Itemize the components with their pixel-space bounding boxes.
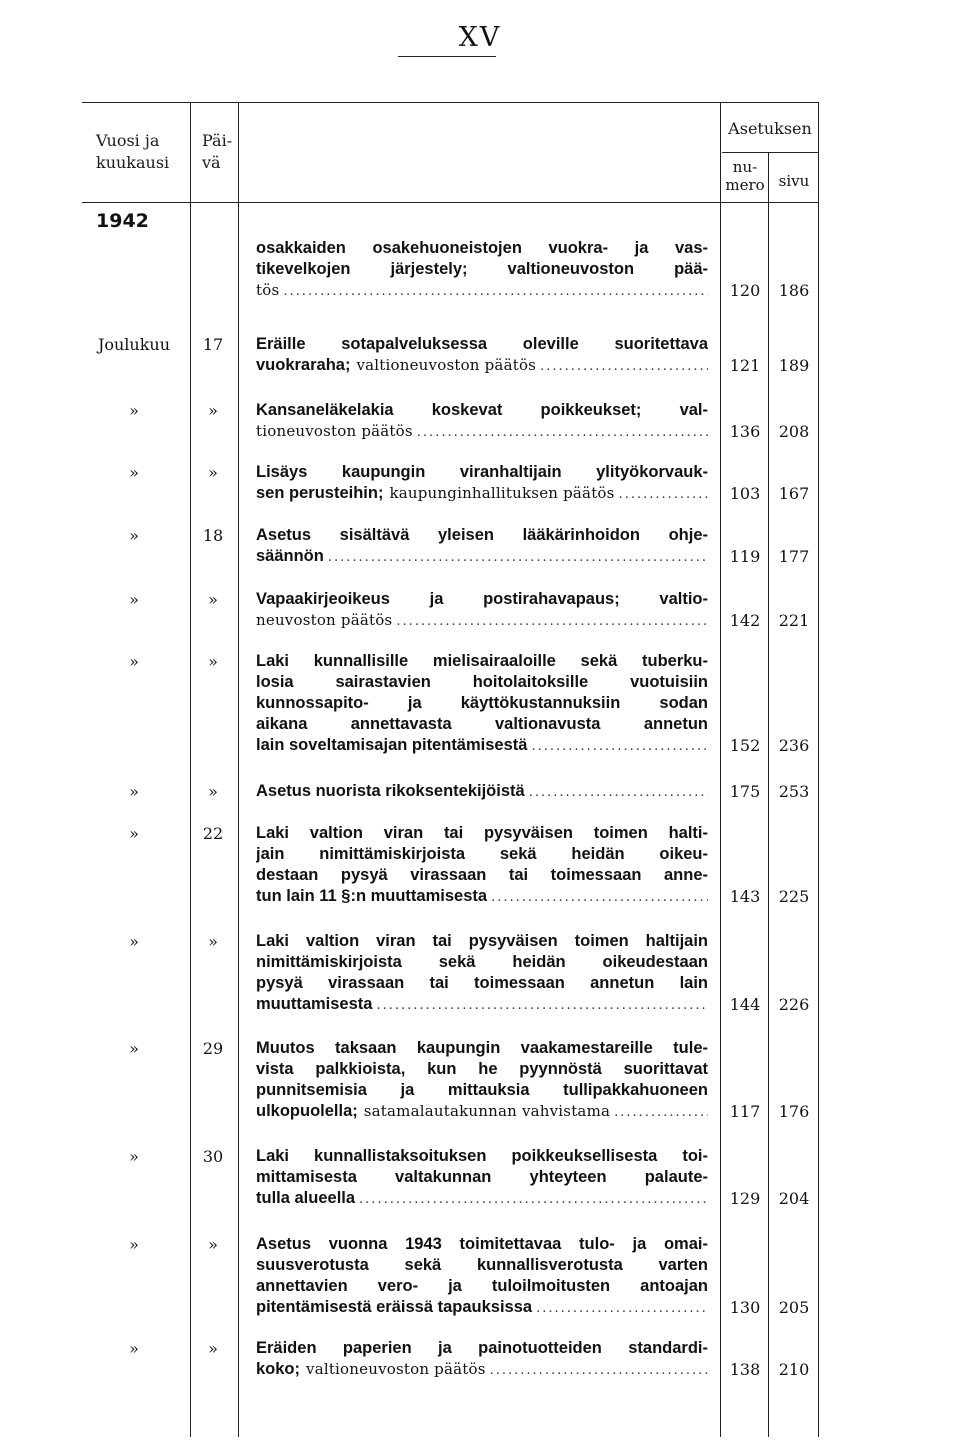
month-ditto-mark: » — [129, 1339, 139, 1358]
entry-title-last-line — [256, 735, 708, 756]
entry-title-line: suusverotusta sekä kunnallisverotusta varten — [256, 1256, 708, 1274]
entry-title-line: Laki valtion viran tai pysyväisen toimen halti- — [256, 824, 708, 842]
entry-sivu: 176 — [778, 1102, 810, 1121]
entry-title — [256, 1338, 708, 1380]
entry-title-normal-part: neuvoston päätös — [256, 611, 393, 629]
header-day-label-1: Päi- — [202, 131, 233, 150]
entry-sivu: 208 — [778, 422, 810, 441]
day-ditto-mark: » — [208, 463, 218, 482]
header-numero — [722, 158, 768, 194]
col-divider-title — [720, 102, 721, 1437]
entry-title-last-line — [256, 483, 708, 504]
entry-title-line: osakkaiden osakehuoneistojen vuokra- ja vas- — [256, 239, 708, 257]
entry-sivu: 253 — [778, 782, 810, 801]
entry-day: 30 — [202, 1147, 224, 1166]
entry-title-bold-part: tulla alueella — [256, 1189, 356, 1207]
entry-title — [256, 462, 708, 504]
day-ditto-mark: » — [208, 652, 218, 671]
entry-day: 17 — [202, 335, 224, 354]
entry-numero: 121 — [729, 356, 761, 375]
header-day-column — [202, 130, 236, 174]
entry-title-normal-part: tioneuvoston päätös — [256, 422, 413, 440]
entry-title-last-line — [256, 1359, 708, 1380]
page-number: XV — [458, 22, 502, 53]
entry-title-line: losia sairastavien hoitolaitoksille vuotuisiin — [256, 673, 708, 691]
leader-dots — [328, 547, 708, 568]
entry-numero: 144 — [729, 995, 761, 1014]
entry-title-bold-part: vuokraraha; — [256, 356, 351, 374]
entry-numero: 130 — [729, 1298, 761, 1317]
month-ditto-mark: » — [129, 782, 139, 801]
header-numero-label-1: nu- — [732, 158, 758, 176]
entry-sivu: 236 — [778, 736, 810, 755]
entry-numero: 152 — [729, 736, 761, 755]
day-ditto-mark: » — [208, 590, 218, 609]
entry-numero: 119 — [729, 547, 761, 566]
entry-title — [256, 525, 708, 567]
col-divider-day — [238, 102, 239, 1437]
entry-title — [256, 781, 708, 802]
entry-title — [256, 651, 708, 756]
entry-title-bold-part: Asetus nuorista rikoksentekijöistä — [256, 782, 525, 800]
day-ditto-mark: » — [208, 782, 218, 801]
entry-sivu: 210 — [778, 1360, 810, 1379]
entry-numero: 136 — [729, 422, 761, 441]
leader-dots — [417, 422, 708, 443]
day-ditto-mark: » — [208, 1235, 218, 1254]
entry-sivu: 204 — [778, 1189, 810, 1208]
entry-title-normal-part: tös — [256, 281, 280, 299]
day-ditto-mark: » — [208, 932, 218, 951]
entry-title — [256, 823, 708, 907]
header-date-label-2: kuukausi — [96, 153, 170, 172]
entry-sivu: 186 — [778, 281, 810, 300]
entry-title — [256, 589, 708, 631]
month-ditto-mark: » — [129, 590, 139, 609]
month-ditto-mark: » — [129, 526, 139, 545]
asetus-subheader-rule — [722, 152, 818, 153]
entry-numero: 138 — [729, 1360, 761, 1379]
entry-title-line: jain nimittämiskirjoista sekä heidän oikeu- — [256, 845, 708, 863]
entry-title — [256, 238, 708, 301]
entry-title-bold-part: tun lain 11 §:n muuttamisesta — [256, 887, 488, 905]
entry-title-last-line — [256, 1297, 708, 1318]
entry-title — [256, 931, 708, 1015]
entry-title-normal-part: valtioneuvoston päätös — [306, 1360, 486, 1378]
entry-title-line: pysyä virassaan tai toimessaan annetun lain — [256, 974, 708, 992]
header-numero-label-2: mero — [725, 176, 765, 194]
header-day-label-2: vä — [202, 153, 221, 172]
entry-sivu: 189 — [778, 356, 810, 375]
entry-month: Joulukuu — [97, 335, 171, 354]
leader-dots — [283, 281, 708, 302]
entry-numero: 142 — [729, 611, 761, 630]
entry-sivu: 167 — [778, 484, 810, 503]
col-divider-right — [818, 102, 819, 1437]
entry-title-line: mittamisesta valtakunnan yhteyteen palaute- — [256, 1168, 708, 1186]
entry-title-last-line — [256, 1188, 708, 1209]
entry-title-bold-part: säännön — [256, 547, 324, 565]
entry-title-last-line — [256, 610, 708, 631]
entry-title-normal-part: kaupunginhallituksen päätös — [389, 484, 615, 502]
day-ditto-mark: » — [208, 1339, 218, 1358]
month-ditto-mark: » — [129, 824, 139, 843]
entry-title-bold-part: lain soveltamisajan pitentämisestä — [256, 736, 528, 754]
entry-numero: 117 — [729, 1102, 761, 1121]
header-asetus: Asetuksen — [728, 119, 812, 138]
leader-dots — [376, 995, 708, 1016]
entry-title-line: Laki valtion viran tai pysyväisen toimen haltijain — [256, 932, 708, 950]
entry-title-line: Muutos taksaan kaupungin vaakamestareille tule- — [256, 1039, 708, 1057]
leader-dots — [359, 1189, 708, 1210]
entry-numero: 103 — [729, 484, 761, 503]
entry-title-line: Asetus sisältävä yleisen lääkärinhoidon ohje- — [256, 526, 708, 544]
entry-title — [256, 1234, 708, 1318]
header-bottom-rule — [82, 202, 818, 203]
entry-title-bold-part: ulkopuolella; — [256, 1102, 358, 1120]
month-ditto-mark: » — [129, 463, 139, 482]
entry-sivu: 226 — [778, 995, 810, 1014]
entry-numero: 143 — [729, 887, 761, 906]
entry-title-line: Eräiden paperien ja painotuotteiden standardi- — [256, 1339, 708, 1357]
entry-title-bold-part: pitentämisestä eräissä tapauksissa — [256, 1298, 533, 1316]
entry-title-line: aikana annettavasta valtionavusta annetun — [256, 715, 708, 733]
entry-title-line: kunnossapito- ja käyttökustannuksiin sodan — [256, 694, 708, 712]
entry-title — [256, 1038, 708, 1122]
leader-dots — [540, 356, 708, 377]
header-date-column — [96, 130, 186, 174]
leader-dots — [491, 887, 708, 908]
entry-title-last-line — [256, 546, 708, 567]
entry-title-last-line — [256, 886, 708, 907]
month-ditto-mark: » — [129, 401, 139, 420]
entry-title-normal-part: satamalautakunnan vahvistama — [363, 1102, 611, 1120]
entry-title-line: tikevelkojen järjestely; valtioneuvoston pää- — [256, 260, 708, 278]
entry-title-line: vista palkkioista, kun he pyynnöstä suorittavat — [256, 1060, 708, 1078]
leader-dots — [531, 736, 708, 757]
entry-title-last-line — [256, 1101, 708, 1122]
entry-sivu: 177 — [778, 547, 810, 566]
entry-title-line: Laki kunnallisille mielisairaaloille sekä tuberku- — [256, 652, 708, 670]
entry-title — [256, 1146, 708, 1209]
entry-day: 18 — [202, 526, 224, 545]
entry-title — [256, 334, 708, 376]
entry-title-line: Lisäys kaupungin viranhaltijain ylityökorvauk- — [256, 463, 708, 481]
entry-title — [256, 400, 708, 442]
entry-title-bold-part: muuttamisesta — [256, 995, 373, 1013]
col-divider-numero — [768, 152, 769, 1437]
entry-title-last-line — [256, 994, 708, 1015]
entry-title-line: Vapaakirjeoikeus ja postirahavapaus; valtio- — [256, 590, 708, 608]
leader-dots — [536, 1298, 708, 1319]
entry-title-line: Laki kunnallistaksoituksen poikkeuksellisesta toi- — [256, 1147, 708, 1165]
entry-title-line: Eräille sotapalveluksessa oleville suoritettava — [256, 335, 708, 353]
year-label: 1942 — [96, 210, 149, 232]
entry-day: 22 — [202, 824, 224, 843]
leader-dots — [490, 1360, 708, 1381]
entry-title-last-line — [256, 421, 708, 442]
entry-title-line: Kansaneläkelakia koskevat poikkeukset; val- — [256, 401, 708, 419]
day-ditto-mark: » — [208, 401, 218, 420]
entry-numero: 175 — [729, 782, 761, 801]
leader-dots — [614, 1102, 708, 1123]
entry-day: 29 — [202, 1039, 224, 1058]
entry-title-line: Asetus vuonna 1943 toimitettavaa tulo- ja omai- — [256, 1235, 708, 1253]
month-ditto-mark: » — [129, 1147, 139, 1166]
entry-title-last-line — [256, 280, 708, 301]
month-ditto-mark: » — [129, 652, 139, 671]
entry-title-line: annettavien vero- ja tuloilmoitusten antoajan — [256, 1277, 708, 1295]
entry-title-line: nimittämiskirjoista sekä heidän oikeudestaan — [256, 953, 708, 971]
entry-title-line: destaan pysyä virassaan tai toimessaan anne- — [256, 866, 708, 884]
table-top-rule — [82, 102, 818, 103]
entry-title-last-line — [256, 781, 708, 802]
header-date-label-1: Vuosi ja — [96, 131, 160, 150]
entry-sivu: 205 — [778, 1298, 810, 1317]
header-sivu: sivu — [778, 172, 810, 190]
month-ditto-mark: » — [129, 1235, 139, 1254]
month-ditto-mark: » — [129, 932, 139, 951]
entry-title-normal-part: valtioneuvoston päätös — [356, 356, 537, 374]
page-number-underline — [398, 56, 496, 57]
leader-dots — [396, 611, 708, 632]
leader-dots — [619, 484, 708, 505]
entry-sivu: 225 — [778, 887, 810, 906]
month-ditto-mark: » — [129, 1039, 139, 1058]
entry-title-last-line — [256, 355, 708, 376]
entry-title-bold-part: koko; — [256, 1360, 301, 1378]
leader-dots — [529, 782, 708, 803]
entry-title-bold-part: sen perusteihin; — [256, 484, 384, 502]
col-divider-date — [190, 102, 191, 1437]
entry-title-line: punnitsemisia ja mittauksia tullipakkahuoneen — [256, 1081, 708, 1099]
entry-sivu: 221 — [778, 611, 810, 630]
entry-numero: 120 — [729, 281, 761, 300]
entry-numero: 129 — [729, 1189, 761, 1208]
